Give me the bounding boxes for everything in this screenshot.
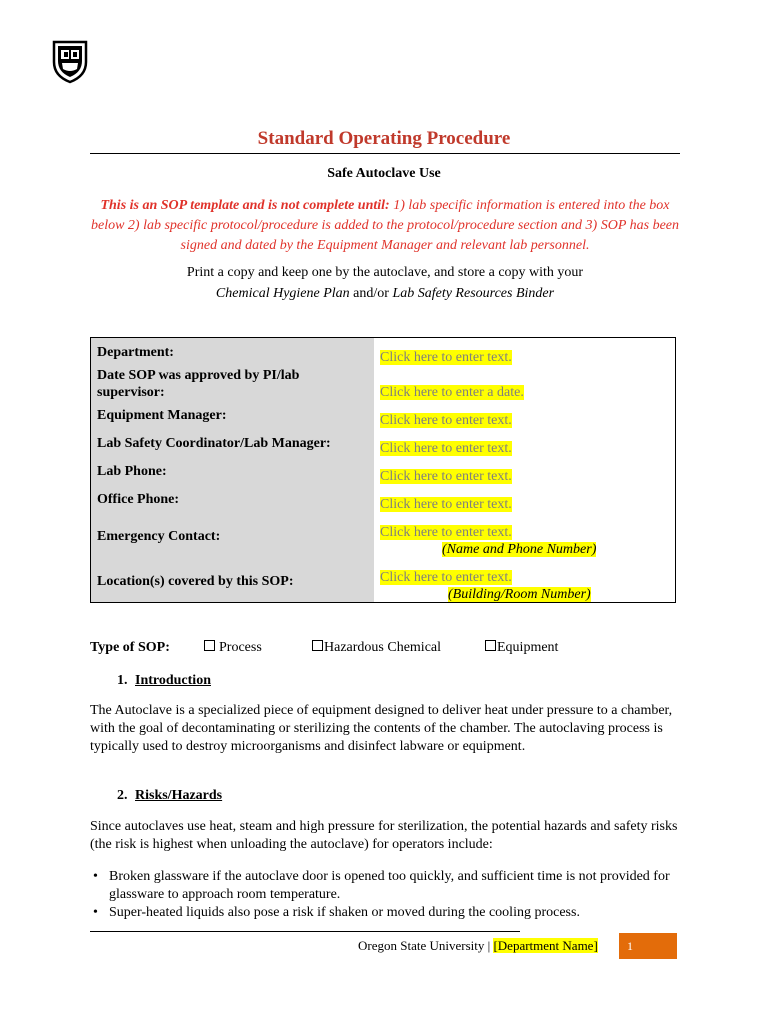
emergency-contact-placeholder: Click here to enter text.: [380, 525, 512, 540]
chemical-hygiene-plan: Chemical Hygiene Plan: [215, 286, 350, 301]
sop-type-label: Type of SOP:: [90, 640, 170, 655]
risks-bullet-list: [90, 868, 680, 922]
lab-phone-placeholder: Click here to enter text.: [380, 469, 512, 484]
emergency-contact-hint: (Name and Phone Number): [442, 542, 597, 557]
process-checkbox[interactable]: [204, 640, 215, 651]
coordinator-label: Lab Safety Coordinator/Lab Manager:: [97, 436, 331, 451]
university-seal-logo: [50, 38, 90, 84]
location-label: Location(s) covered by this SOP:: [97, 574, 294, 589]
print-instruction-line: Print a copy and keep one by the autoclave, and store a copy with your: [186, 265, 584, 280]
page-title: Standard Operating Procedure: [257, 128, 511, 149]
document-subtitle: Safe Autoclave Use: [327, 166, 441, 181]
sop-type-equipment-option[interactable]: Equipment: [485, 640, 558, 656]
approval-date-field[interactable]: [380, 384, 524, 401]
list-item: • Super-heated liquids also pose a risk if shaken or moved during the cooling process.: [90, 904, 680, 922]
emergency-contact-field[interactable]: [380, 524, 512, 541]
introduction-paragraph: The Autoclave is a specialized piece of equipment designed to deliver heat under pressure to a chamber, with the goal of decontaminating or sterilizing the contents of the chamber. The autoclaving process is typically used to destroy microorganisms and disinfect labware or equipment.: [90, 703, 673, 754]
footer-org: Oregon State University |: [358, 938, 494, 953]
footer-divider: [90, 931, 520, 932]
and-or-text: and/or: [349, 286, 393, 301]
template-notice: [90, 196, 680, 256]
office-phone-field[interactable]: [380, 496, 512, 513]
equipment-manager-field[interactable]: [380, 412, 512, 429]
footer-department-field[interactable]: [Department Name]: [493, 938, 598, 953]
equipment-checkbox[interactable]: [485, 640, 496, 651]
title-divider: [90, 153, 680, 154]
coordinator-placeholder: Click here to enter text.: [380, 441, 512, 456]
coordinator-field[interactable]: [380, 440, 512, 457]
department-label: Department:: [97, 345, 174, 360]
hazardous-checkbox[interactable]: [312, 640, 323, 651]
location-hint: (Building/Room Number): [448, 587, 591, 602]
lab-phone-field[interactable]: [380, 468, 512, 485]
list-item: • Broken glassware if the autoclave door is opened too quickly, and sufficient time is not provided for glassware to approach room temperature.: [90, 868, 680, 904]
risks-paragraph: Since autoclaves use heat, steam and high pressure for sterilization, the potential hazards and safety risks (the risk is highest when unloading the autoclave) for operators include:: [90, 819, 678, 852]
emergency-contact-label: Emergency Contact:: [97, 529, 221, 544]
department-field[interactable]: [380, 349, 512, 366]
equipment-manager-label: Equipment Manager:: [97, 408, 227, 423]
lab-info-box: [90, 337, 676, 603]
print-instruction: [90, 262, 680, 304]
lab-phone-label: Lab Phone:: [97, 464, 167, 479]
location-field[interactable]: [380, 569, 512, 586]
sop-type-process-option[interactable]: Process: [204, 640, 262, 656]
template-notice-lead: This is an SOP template and is not complete until:: [100, 198, 390, 213]
department-placeholder: Click here to enter text.: [380, 350, 512, 365]
approval-date-placeholder: Click here to enter a date.: [380, 385, 524, 400]
page-number: 1: [619, 933, 677, 959]
template-notice-body: 1) lab specific information is entered into the box below 2) lab specific protocol/procedure is added to the protocol/procedure section and 3) SOP has been signed and dated by the Equipment Manager and relevant lab personnel.: [90, 198, 680, 253]
approval-date-label-line1: Date SOP was approved by PI/lab: [97, 368, 300, 383]
office-phone-placeholder: Click here to enter text.: [380, 497, 512, 512]
lab-safety-binder: Lab Safety Resources Binder: [392, 286, 555, 301]
office-phone-label: Office Phone:: [97, 492, 180, 507]
sop-type-hazardous-option[interactable]: Hazardous Chemical: [312, 640, 441, 656]
location-placeholder: Click here to enter text.: [380, 570, 512, 585]
equipment-manager-placeholder: Click here to enter text.: [380, 413, 512, 428]
approval-date-label-line2: supervisor:: [97, 385, 165, 400]
footer-text: [358, 938, 598, 954]
